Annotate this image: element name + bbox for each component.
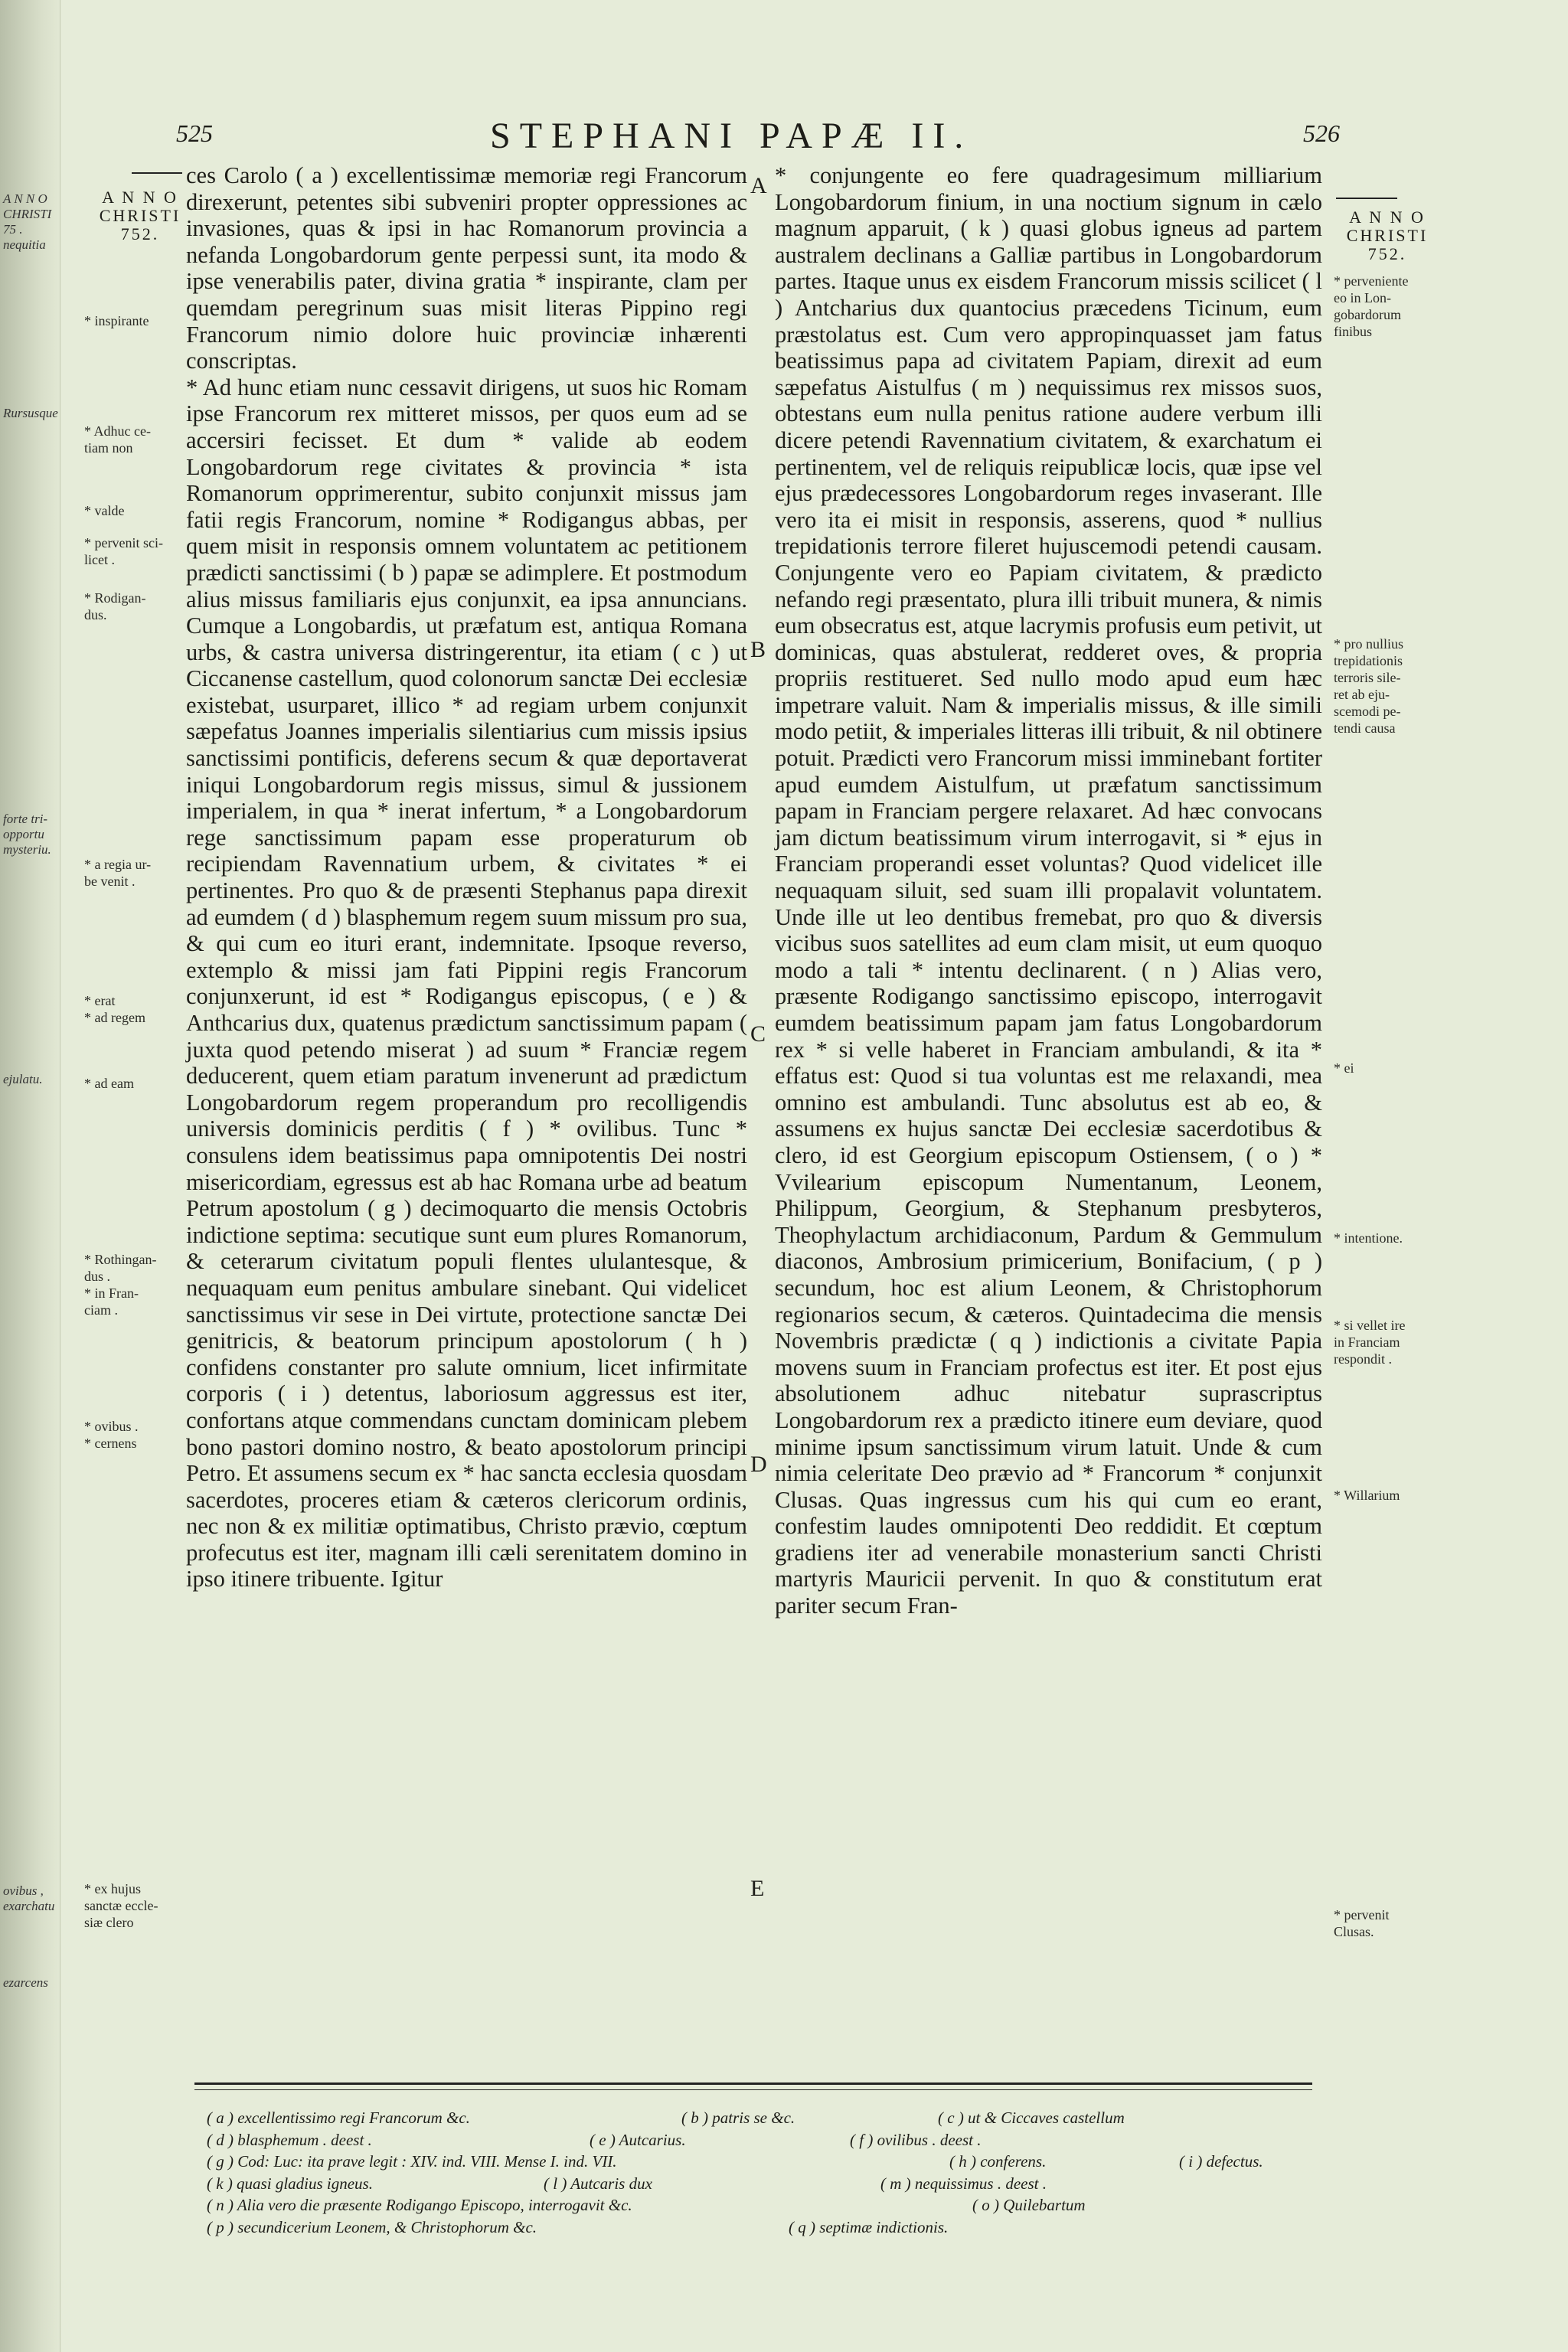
- margin-note-right: * perveniente eo in Lon- gobardorum finibus: [1334, 273, 1409, 339]
- anno-christi-left: A N N O CHRISTI 752.: [99, 188, 181, 243]
- footnote: ( e ) Autcarius.: [590, 2130, 686, 2149]
- section-letter: D: [750, 1452, 767, 1477]
- section-letter: E: [750, 1876, 765, 1901]
- right-margin-rule: [1336, 198, 1397, 199]
- gutter-fragment: ejulatu.: [3, 1072, 43, 1086]
- footnote-row: [207, 2216, 1325, 2239]
- left-margin-rule: [132, 172, 182, 174]
- footnote-row: [207, 2107, 1325, 2129]
- section-letter: A: [750, 173, 767, 198]
- margin-note-right: * pro nullius trepidationis terroris sile- ret ab eju- scemodi pe- tendi causa: [1334, 636, 1404, 736]
- footnotes: [207, 2107, 1325, 2238]
- footnote-row: [207, 2194, 1325, 2216]
- footnote: ( p ) secundicerium Leonem, & Christophorum &c.: [207, 2217, 537, 2236]
- margin-note-left: * Rothingan- dus . * in Fran- ciam .: [84, 1252, 157, 1318]
- footnote: ( b ) patris se &c.: [681, 2109, 795, 2127]
- footnote: ( a ) excellentissimo regi Francorum &c.: [207, 2109, 470, 2127]
- margin-note-left: * Rodigan- dus.: [84, 590, 146, 622]
- footnote: ( n ) Alia vero die præsente Rodigango Episcopo, interrogavit &c.: [207, 2196, 632, 2214]
- margin-note-right: * pervenit Clusas.: [1334, 1907, 1390, 1939]
- page-header: [176, 115, 1340, 161]
- footnote: ( c ) ut & Ciccaves castellum: [938, 2109, 1125, 2127]
- footnote: ( d ) blasphemum . deest .: [207, 2130, 372, 2149]
- section-letter: C: [750, 1021, 766, 1047]
- page-number-right: 526: [1303, 119, 1340, 147]
- margin-note-left: * ex hujus sanctæ eccle- siæ clero: [84, 1881, 158, 1930]
- footnote-row: [207, 2173, 1325, 2195]
- running-title: STEPHANI PAPÆ II.: [490, 116, 973, 156]
- margin-note-left: * ovibus . * cernens: [84, 1419, 139, 1451]
- right-column-text: * conjungente eo fere quadragesimum milliarium Longobardorum finium, in una noctium signum in cælo magnum apparuit, ( k ) quasi globus igneus ad partem australem declinans a Galliæ partibus in Longobardorum partes. Itaque unus ex eisdem Francorum missis scilicet ( l ) Antcharius dux quantocius præcedens Ticinum, eum præstolatus est. Cum vero appropinquasset jam fatus beatissimus papa ad civitatem Papiam, direxit ad eum sæpefatus Aistulfus ( m ) nequissimus rex missos suos, obtestans eum nulla penitus ratione audere verbum illi dicere petendi Ravennatium civitatem, & exarchatum ei pertinentem, vel de reliquis reipublicæ locis, quæ ipse vel ejus prædecessores Longobardorum reges invaserant. Ille vero ita ei misit in responsis, asserens, quod * nullius trepidationis terrore fileret hujuscemodi petendi causam. Conjungente vero eo Papiam civitatem, & prædicto nefando regi præsentato, plura illi tribuit munera, & nimis eum obsecratus est, atque lacrymis profusis eum petivit, ut dominicas, quas abstulerat, redderet oves, & propria propriis restitueret. Sed nullo modo apud eum hæc impetrare valuit. Nam & imperialis missus, & ille simili modo petiit, & imperiales litteras illi tribuit, & nil obtinere potuit. Prædicti vero Francorum missi imminebant fortiter apud eumdem Aistulfum, ut præfatum sanctissimum papam in Franciam pergere relaxaret. Ad hæc convocans jam dictum beatissimum virum interrogavit, si * ejus in Franciam properandi esset voluntas? Quod videlicet ille nequaquam siluit, sed suam illi propalavit voluntatem. Unde ille ut leo dentibus fremebat, pro quo & diversis vicibus suos satellites ad eum clam misit, ut eum quoquo modo a tali * intentu declinarent. ( n ) Alias vero, præsente Rodigango sanctissimo episcopo, interrogavit eumdem beatissimum papam jam fatus Longobardorum rex * si velle haberet in Franciam ambulandi, & ita * effatus est: Quod si tua voluntas est me relaxandi, mea omnino est ambulandi. Tunc absolutus est ab eo, & assumens ex hujus sanctæ Dei ecclesiæ sacerdotibus & clero, id est Georgium episcopum Ostiensem, ( o ) * Vvilearium episcopum Numentanum, Leonem, Philippum, Georgium, & Stephanum presbyteros, Theophylactum archidiaconum, Pardum & Gemmulum diaconos, Ambrosium primicerium, Bonifacium, ( p ) secundum, hoc est alium Leonem, & Christophorum regionarios secum, & cæteros. Quintadecima die mensis Novembris prædictæ ( q ) indictionis a civitate Papia movens suum in Franciam profectus est iter. Et post ejus absolutionem adhuc nitebatur suprascriptus Longobardorum rex a prædicto itinere eum deviare, quod minime ipsum sanctissimum virum latuit. Unde & cum nimia celeritate Deo prævio ad * Francorum * conjunxit Clusas. Quas ingressus cum his qui cum eo erant, confestim laudes omnipotenti Deo reddidit. Et cœptum gradiens iter ad venerabile monasterium sancti Christi martyris Mauricii pervenit. In quo & constitutum erat pariter secum Fran-: [775, 162, 1322, 1619]
- binding-gutter: [0, 0, 60, 2352]
- margin-note-left: * Adhuc ce- tiam non: [84, 423, 151, 456]
- footnote: ( q ) septimæ indictionis.: [789, 2217, 949, 2236]
- margin-note-right: * ei: [1334, 1060, 1354, 1076]
- margin-note-left: * valde: [84, 503, 125, 518]
- margin-note-left: * ad eam: [84, 1076, 134, 1091]
- footnote-row: [207, 2151, 1325, 2173]
- gutter-fragment: A N N O CHRISTI 75 . nequitia: [3, 191, 52, 252]
- margin-note-left: * pervenit sci- licet .: [84, 535, 163, 567]
- right-column: [775, 162, 1322, 1619]
- section-letter: B: [750, 637, 766, 662]
- footnote: ( m ) nequissimus . deest .: [880, 2174, 1047, 2193]
- footnote: ( i ) defectus.: [1179, 2152, 1263, 2171]
- margin-note-left: * inspirante: [84, 313, 149, 328]
- gutter-fragment: forte tri- opportu mysteriu.: [3, 812, 51, 857]
- gutter-fragment: Rursusque: [3, 406, 58, 420]
- margin-note-right: * intentione.: [1334, 1230, 1403, 1246]
- margin-note-right: * Willarium: [1334, 1488, 1400, 1503]
- margin-note-left: * a regia ur- be venit .: [84, 857, 152, 889]
- footnote-rule: [194, 2082, 1312, 2090]
- left-column-text: ces Carolo ( a ) excellentissimæ memoriæ regi Francorum direxerunt, petentes sibi subveniri propter oppressiones ac invasiones, quas & ipsi in hac Romanorum provincia a nefanda Longobardorum gente perpessi sunt, ita modo & ipse venerabilis pater, divina gratia * inspirante, clam per quemdam peregrinum suas misit literas Pippino regi Francorum nimio dolore huic provinciæ inhærenti conscriptas.: [186, 162, 747, 374]
- footnote: ( l ) Autcaris dux: [544, 2174, 652, 2193]
- page-number-left: 525: [176, 119, 213, 147]
- anno-christi-right: A N N O CHRISTI 752.: [1346, 207, 1429, 263]
- footnote: ( g ) Cod: Luc: ita prave legit : XIV. ind. VIII. Mense I. ind. VII.: [207, 2152, 617, 2171]
- gutter-fragment: ezarcens: [3, 1975, 48, 1990]
- footnote: ( f ) ovilibus . deest .: [850, 2130, 982, 2149]
- footnote: ( k ) quasi gladius igneus.: [207, 2174, 373, 2193]
- footnote-row: [207, 2129, 1325, 2151]
- gutter-fragment: ovibus , exarchatu: [3, 1883, 55, 1913]
- margin-note-left: * erat * ad regem: [84, 993, 145, 1025]
- footnote: ( o ) Quilebartum: [972, 2196, 1086, 2214]
- left-column: [186, 162, 747, 1592]
- footnote: ( h ) conferens.: [949, 2152, 1047, 2171]
- left-column-text: * Ad hunc etiam nunc cessavit dirigens, ut suos hic Romam ipse Francorum rex mitteret missos, per quos eum ad se accersiri fecisset. Et dum * valide ab eodem Longobardorum rege civitates & provincia * ista Romanorum opprimerentur, subito conjunxit missus jam fatii regis Francorum, nomine * Rodigangus abbas, per quem misit in responsis omnem voluntatem ac petitionem prædicti sanctissimi ( b ) papæ se adimplere. Et postmodum alius missus familiaris ejus conjunxit, ea ipsa annuncians. Cumque a Longobardis, ut præfatum est, antiqua Romana urbs, & castra universa distringerentur, ita etiam ( c ) ut Ciccanense castellum, quod colonorum sanctæ Dei ecclesiæ existebat, usurparet, illico * ad regiam urbem conjunxit sæpefatus Joannes imperialis silentiarius cum missis ipsius sanctissimi pontificis, deferens secum & quæ deportaverat iniqui Longobardorum regis missus, simul & jussionem imperialem, in qua * inerat infertum, * a Longobardorum rege sanctissimum papam esse properaturum ob recipiendam Ravennatium urbem, & civitates * ei pertinentes. Pro quo & de præsenti Stephanus papa direxit ad eumdem ( d ) blasphemum regem suum missum pro sua, & qui cum eo ituri erant, indemnitate. Ipsoque reverso, extemplo & missi jam fati Pippini regis Francorum conjunxerunt, id est * Rodigangus episcopus, ( e ) & Anthcarius dux, quatenus prædictum sanctissimum papam ( juxta quod petendo miserat ) ad suum * Franciæ regem deducerent, quem etiam paratum invenerunt ad prædictum Longobardorum regem properandum pro recolligendis universis dominicis perditis ( f ) * ovilibus. Tunc * consulens idem beatissimus papa omnipotentis Dei nostri misericordiam, egressus est ab hac Romana urbe ad beatum Petrum apostolum ( g ) decimoquarto die mensis Octobris indictione septima: secutique sunt eum plures Romanorum, & ceterarum civitatum populi flentes ululantesque, & nequaquam eum penitus ambulare sinebant. Qui videlicet sanctissimus vir sese in Dei virtute, protectione sanctæ Dei genitricis, & beatorum principum apostolorum ( h ) confidens constanter pro salute omnium, licet infirmitate corporis ( i ) detentus, laboriosum aggressus est iter, confortans atque commendans cunctam dominicam plebem bono pastori domino nostro, & beato apostolorum principi Petro. Et assumens secum ex * hac sancta ecclesia quosdam sacerdotes, proceres etiam & cæteros clericorum ordinis, nec non & ex militiæ optimatibus, Christo prævio, cœptum profecutus est iter, magnam illi cæli serenitatem domino in ipso itinere tribuente. Igitur: [186, 374, 747, 1592]
- margin-note-right: * si vellet ire in Franciam respondit .: [1334, 1318, 1406, 1367]
